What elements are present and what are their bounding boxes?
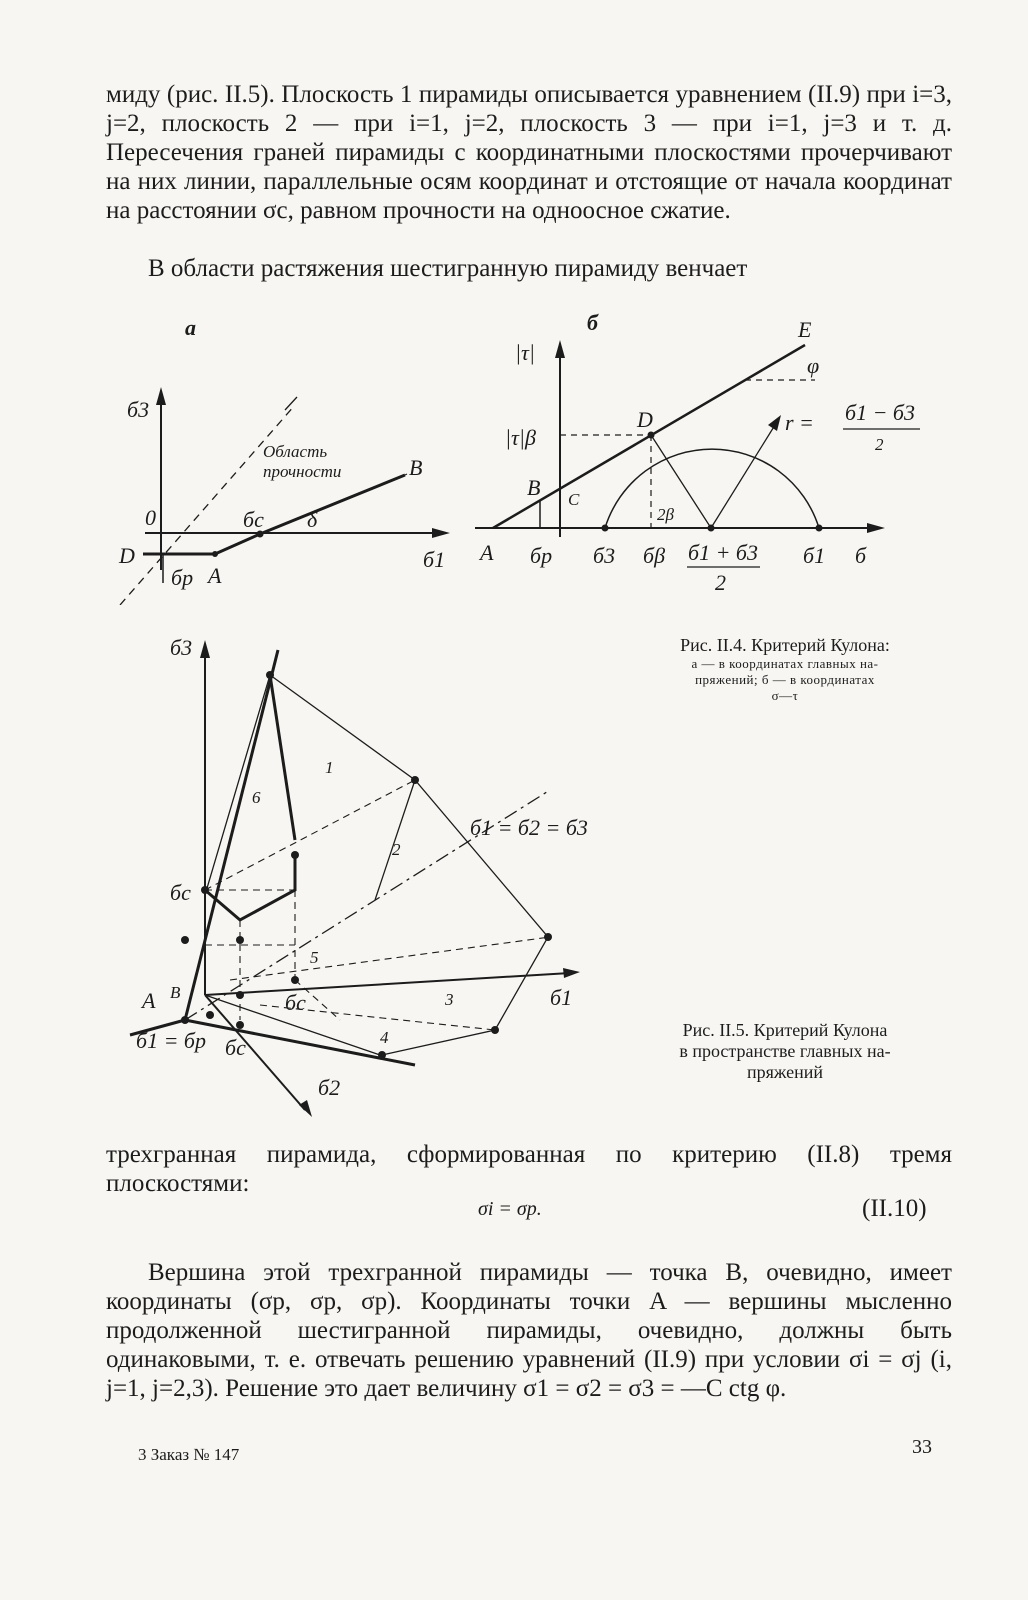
r-denominator: 2 <box>875 435 884 454</box>
s1-sp-label: б1 = бp <box>136 1028 206 1053</box>
sum-numerator: б1 + б3 <box>688 540 758 565</box>
sigma-c-label: бc <box>243 507 264 532</box>
point-d-label: D <box>119 543 135 568</box>
r-prefix: r = <box>785 410 814 435</box>
delta-label: δ <box>307 507 318 532</box>
face-4-label: 4 <box>380 1028 389 1047</box>
figure-4a <box>105 305 465 605</box>
caption-4-line2: пряжений; б — в координатах <box>695 672 875 687</box>
face-3-label: 3 <box>445 990 454 1009</box>
two-beta-label: 2β <box>657 505 674 524</box>
formula-ii10: σi = σp. <box>478 1198 542 1220</box>
region-label-2: прочности <box>263 462 342 481</box>
equation-number: (II.10) <box>862 1195 927 1222</box>
region-label-1: Область <box>263 442 328 461</box>
panel-b-label: б <box>587 310 598 335</box>
origin-label: 0 <box>145 505 156 530</box>
caption-4-line1: а — в координатах главных на- <box>691 656 879 671</box>
axis-sigma-label: б <box>855 543 867 568</box>
point-d-label: D <box>637 407 653 432</box>
caption-5-line3: пряжений <box>747 1062 823 1082</box>
face-1-label: 1 <box>325 758 334 777</box>
caption-fig-4 <box>635 635 935 704</box>
r-numerator: б1 − б3 <box>845 400 915 425</box>
axis-s3-label: б3 <box>127 397 150 422</box>
face-2-label: 2 <box>392 840 401 859</box>
face-6-label: 6 <box>252 788 261 807</box>
sigma-3-label: б3 <box>593 543 616 568</box>
paragraph-4: Вершина этой трехгранной пирамиды — точка B, очевидно, имеет координаты (σp, σp, σp). Координаты точки A — вершины мысленно продолженной шестигранной пирамиды, очевидно, должны быть одинаковыми, т. е. отвечать решению уравнений (II.9) при условии σi = σj (i, j=1, j=2,3). Решение это дает величину σ1 = σ2 = σ3 = —C ctg φ. <box>106 1259 952 1402</box>
page-number: 33 <box>912 1436 932 1458</box>
sigma-p-label: бp <box>530 543 553 568</box>
sigma-1-label: б1 <box>803 543 826 568</box>
tau-beta-label: |τ|β <box>505 425 536 450</box>
axis-s3-label: б3 <box>170 635 193 660</box>
axis-tau-label: |τ| <box>515 340 535 365</box>
point-c-label: C <box>568 490 580 509</box>
sum-denominator: 2 <box>715 570 726 595</box>
caption-4-line3: σ—τ <box>771 688 799 703</box>
point-b-label: B <box>527 475 541 500</box>
sigma-c-top-label: бc <box>170 880 191 905</box>
diagonal-label: б1 = б2 = б3 <box>470 815 588 840</box>
point-b-label: B <box>170 983 181 1002</box>
footer-order: 3 Заказ № 147 <box>138 1445 240 1464</box>
point-b-label: B <box>409 455 423 480</box>
paragraph-1: миду (рис. II.5). Плоскость 1 пирамиды описывается уравнением (II.9) при i=3, j=2, плоскость 2 — при i=1, j=2, плоскость 3 — при i=1, j=3 и т. д. Пересечения граней пирамиды с координатными плоскостями прочерчивают на них линии, параллельные осям координат и отстоящие от начала координат на расстоянии σc, равном прочности на одноосное сжатие. <box>106 81 952 224</box>
point-a-label: A <box>208 563 222 588</box>
panel-a-label: а <box>185 315 196 340</box>
figure-5 <box>100 625 620 1125</box>
sigma-c-bot-label: бc <box>225 1035 246 1060</box>
point-e-label: E <box>798 317 812 342</box>
point-a-label: A <box>480 540 494 565</box>
face-5-label: 5 <box>310 948 319 967</box>
caption-4-title: Рис. II.4. Критерий Кулона: <box>680 635 890 655</box>
sigma-p-label: бp <box>171 565 194 590</box>
axis-s1-label: б1 <box>423 547 446 572</box>
caption-5-line1: Рис. II.5. Критерий Кулона <box>682 1020 888 1040</box>
sigma-c-mid-label: бc <box>285 990 306 1015</box>
paragraph-2: В области растяжения шестигранную пирамиду венчает <box>148 255 748 282</box>
sigma-beta-label: бβ <box>643 543 666 568</box>
paragraph-3: трехгранная пирамида, сформированная по критерию (II.8) тремя плоскостями: <box>106 1141 952 1197</box>
phi-label: φ <box>807 353 820 378</box>
caption-5-line2: в пространстве главных на- <box>679 1041 891 1061</box>
axis-s1-label: б1 <box>550 985 573 1010</box>
caption-fig-5 <box>635 1020 935 1083</box>
point-a-label: A <box>142 988 156 1013</box>
figure-4b <box>475 305 925 605</box>
axis-s2-label: б2 <box>318 1075 341 1100</box>
